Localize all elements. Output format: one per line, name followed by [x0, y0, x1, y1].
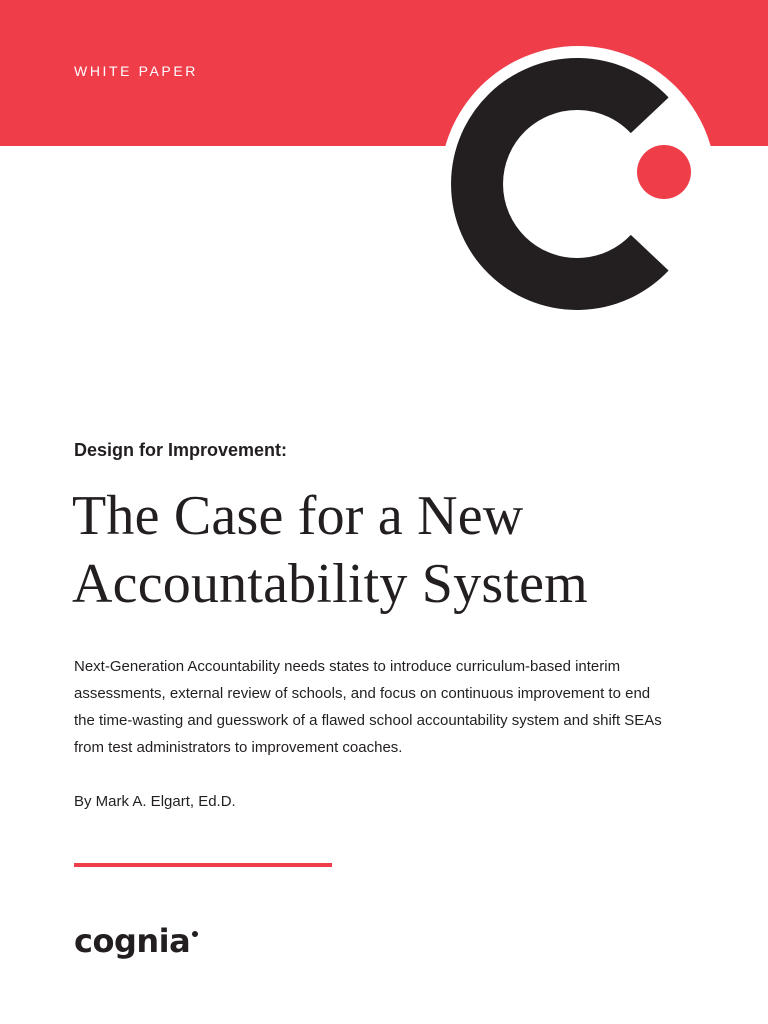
- cognia-c-mark-icon: [438, 44, 718, 324]
- logo-wordmark: cognia: [74, 922, 191, 960]
- summary-paragraph: [74, 653, 714, 761]
- document-type-label: WHITE PAPER: [74, 63, 199, 79]
- subtitle: Design for Improvement:: [74, 440, 288, 460]
- summary-line-2: assessments, external review of schools, and focus on continuous improvement to end: [74, 685, 651, 702]
- cognia-logo: [74, 919, 198, 963]
- registered-mark-icon: [192, 931, 198, 937]
- title-line-1: The Case for a New: [72, 485, 524, 547]
- summary-line-1: Next-Generation Accountability needs states to introduce curriculum-based interim: [74, 658, 621, 675]
- emblem-red-dot: [637, 145, 691, 199]
- author-byline: By Mark A. Elgart, Ed.D.: [74, 793, 236, 810]
- summary-line-4: from test administrators to improvement coaches.: [74, 739, 403, 756]
- summary-line-3: the time-wasting and guesswork of a flawed school accountability system and shift SEAs: [74, 712, 662, 729]
- page-title: [72, 482, 752, 618]
- accent-divider: [74, 863, 332, 867]
- title-line-2: Accountability System: [72, 553, 588, 615]
